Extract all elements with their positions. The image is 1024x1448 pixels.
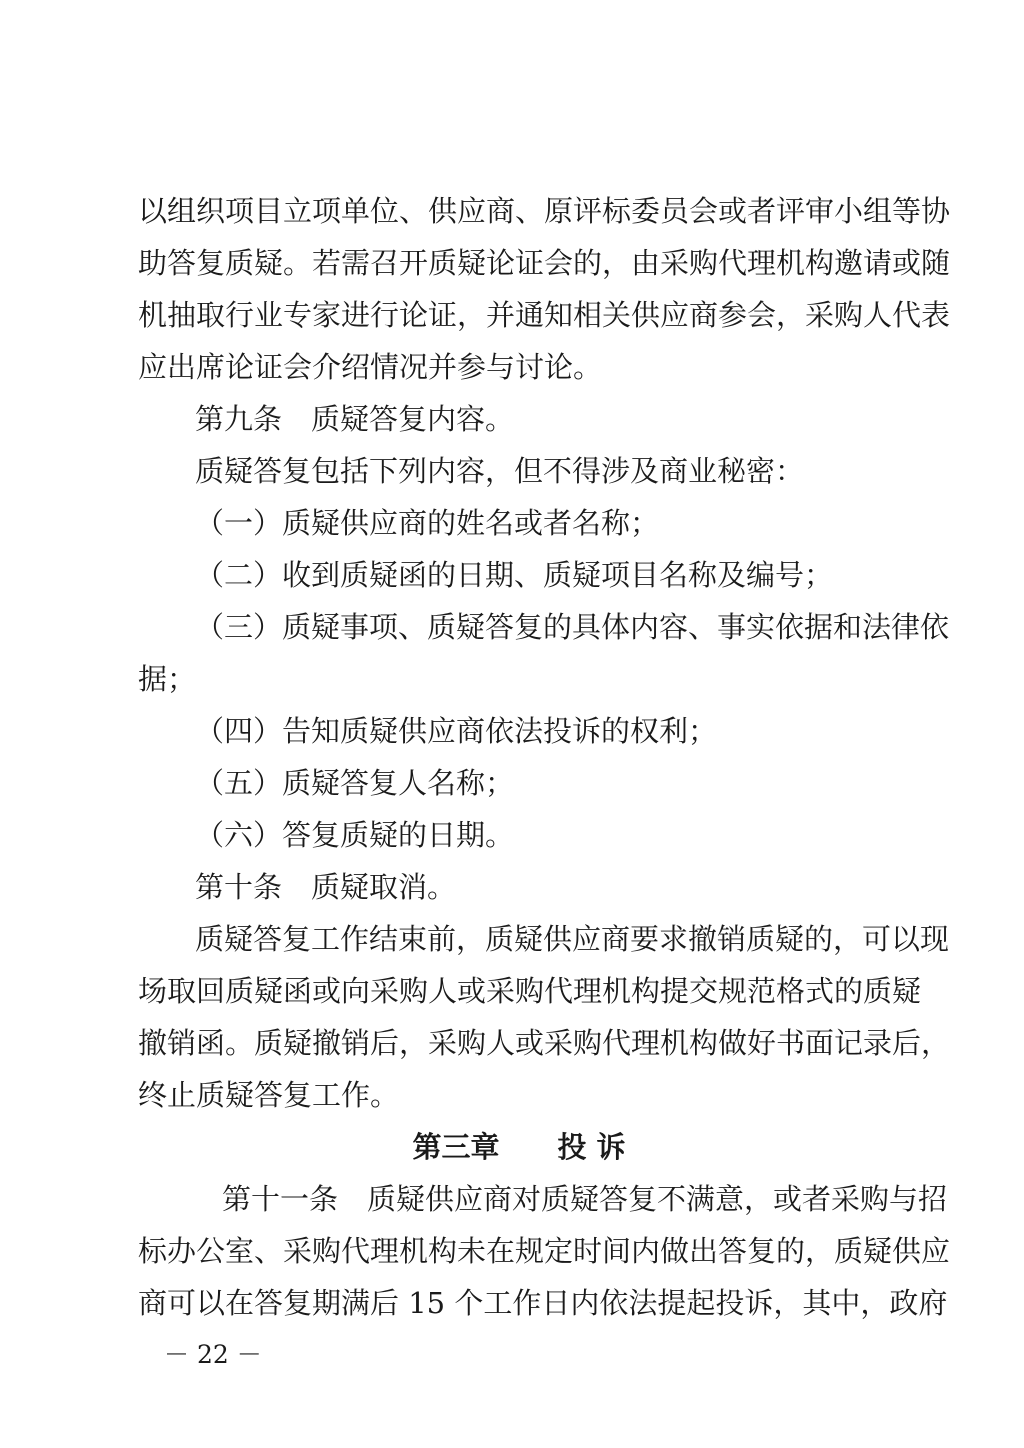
list-item: （一）质疑供应商的姓名或者名称； [195, 506, 660, 540]
paragraph-line: 场取回质疑函或向采购人或采购代理机构提交规范格式的质疑 [138, 974, 922, 1008]
list-item: （三）质疑事项、质疑答复的具体内容、事实依据和法律依 [195, 610, 950, 644]
chapter-heading: 第三章 投 诉 [412, 1130, 626, 1164]
paragraph-line: 以组织项目立项单位、供应商、原评标委员会或者评审小组等协 [138, 194, 951, 228]
page-number: － 22 － [164, 1340, 262, 1369]
paragraph-line: 撤销函。质疑撤销后，采购人或采购代理机构做好书面记录后， [138, 1026, 951, 1060]
article-heading: 第九条 质疑答复内容。 [195, 402, 515, 436]
list-item: （六）答复质疑的日期。 [195, 818, 515, 852]
list-item: （二）收到质疑函的日期、质疑项目名称及编号； [195, 558, 834, 592]
list-item: （四）告知质疑供应商依法投诉的权利； [195, 714, 718, 748]
paragraph-line: 标办公室、采购代理机构未在规定时间内做出答复的，质疑供应 [138, 1234, 951, 1268]
paragraph-line: 质疑答复工作结束前，质疑供应商要求撤销质疑的，可以现 [195, 922, 950, 956]
list-item: （五）质疑答复人名称； [195, 766, 515, 800]
paragraph-line: 质疑答复包括下列内容，但不得涉及商业秘密： [195, 454, 805, 488]
paragraph-line: 第十一条 质疑供应商对质疑答复不满意，或者采购与招 [222, 1182, 948, 1216]
paragraph-line: 商可以在答复期满后 15 个工作日内依法提起投诉，其中，政府 [138, 1286, 948, 1320]
article-heading: 第十条 质疑取消。 [195, 870, 457, 904]
paragraph-line: 助答复质疑。若需召开质疑论证会的，由采购代理机构邀请或随 [138, 246, 951, 280]
paragraph-line: 机抽取行业专家进行论证，并通知相关供应商参会，采购人代表 [138, 298, 951, 332]
paragraph-line: 终止质疑答复工作。 [138, 1078, 400, 1112]
paragraph-line: 应出席论证会介绍情况并参与讨论。 [138, 350, 603, 384]
list-item-continuation: 据； [138, 662, 197, 696]
